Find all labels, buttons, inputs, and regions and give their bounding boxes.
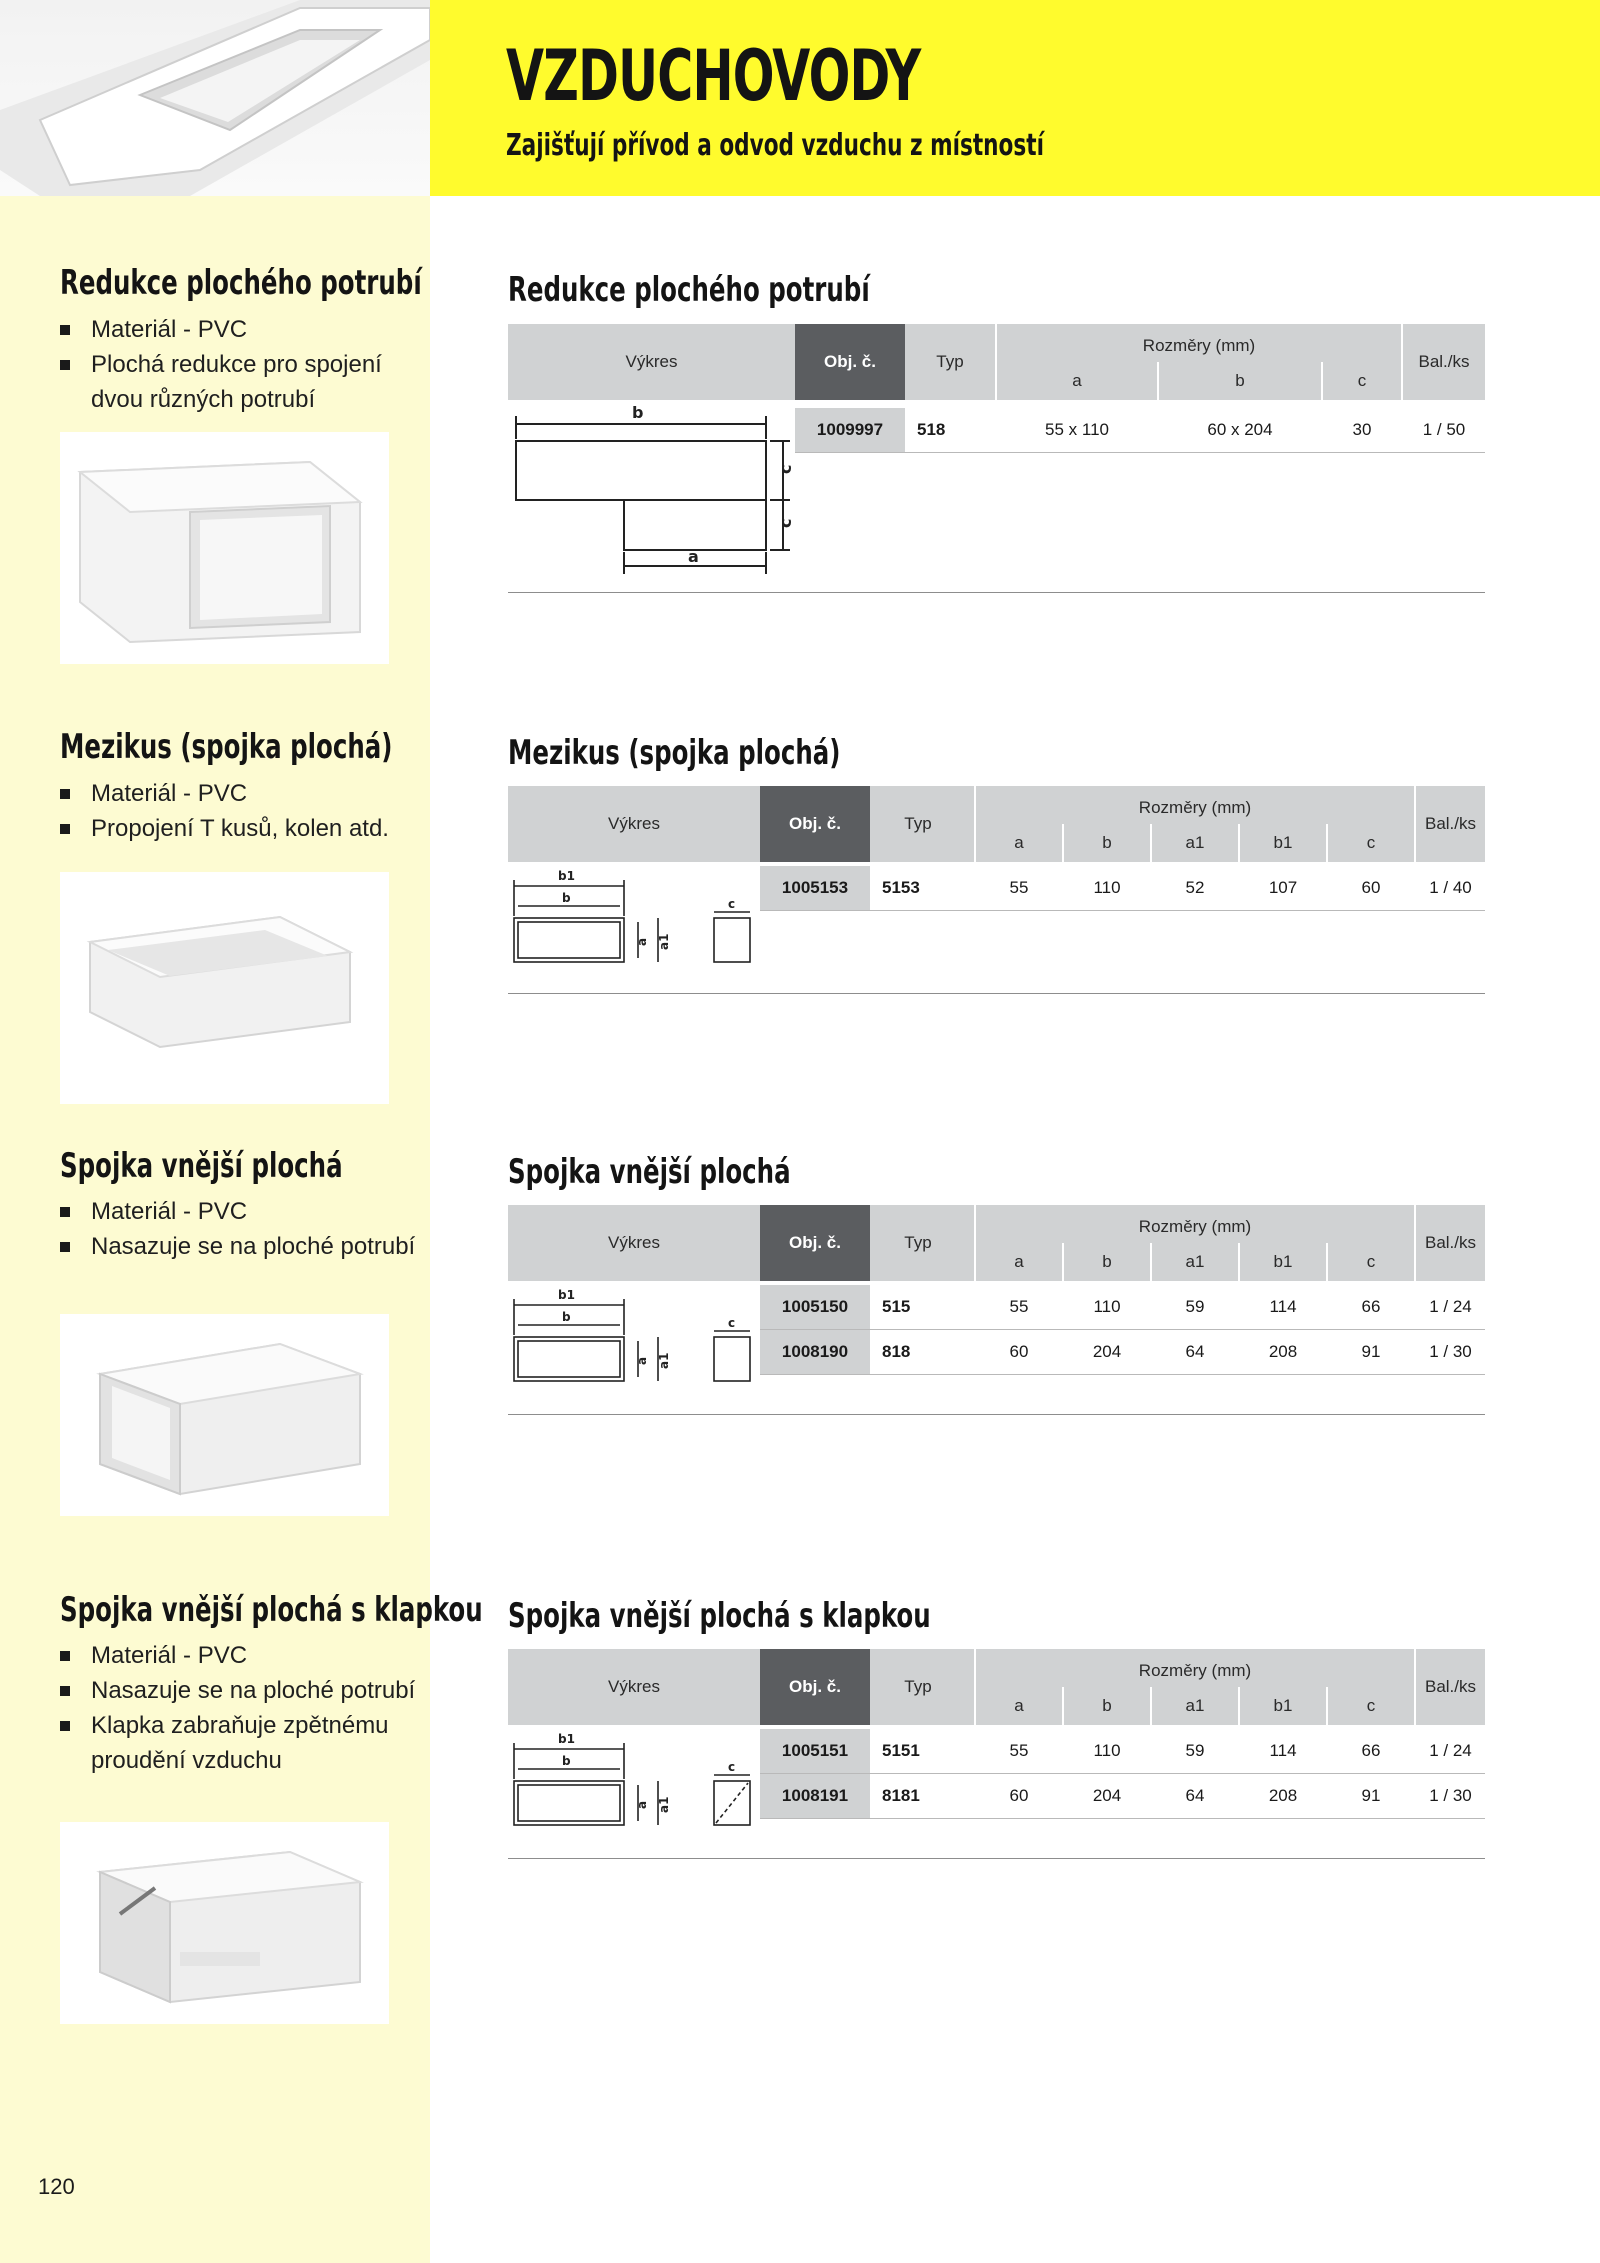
col-dim: c xyxy=(1366,833,1376,852)
table-header xyxy=(508,1205,1485,1281)
dim-label: c xyxy=(776,464,795,474)
col-dim: a xyxy=(1014,833,1024,852)
bullet-item: Klapka zabraňuje zpětnému proudění vzduchu xyxy=(60,1708,420,1778)
cell-dim: 208 xyxy=(1268,1342,1298,1361)
col-dim: a xyxy=(1014,1696,1024,1715)
col-dim: c xyxy=(1366,1252,1376,1271)
product-title-right: Redukce plochého potrubí xyxy=(508,270,870,310)
col-dimensions: Rozměry (mm) xyxy=(1138,798,1252,817)
cell-dim: 91 xyxy=(1361,1786,1381,1805)
technical-drawing xyxy=(508,1287,758,1387)
cell-obj: 1009997 xyxy=(795,408,905,452)
col-dimensions: Rozměry (mm) xyxy=(1138,1217,1252,1236)
cell-dim: 91 xyxy=(1361,1342,1381,1361)
cell-obj: 1008190 xyxy=(760,1330,870,1374)
header-duct-photo xyxy=(0,0,430,196)
col-dim: a1 xyxy=(1185,1696,1205,1715)
dim-label: a1 xyxy=(657,1352,671,1369)
col-dim: b xyxy=(1102,833,1112,852)
cell-type: 515 xyxy=(882,1297,911,1316)
cell-dim: 64 xyxy=(1185,1786,1205,1805)
col-dim: a xyxy=(1014,1252,1024,1271)
dim-label: b xyxy=(562,1754,571,1768)
cell-dim: 55 xyxy=(1009,1297,1029,1316)
cell-obj: 1008191 xyxy=(760,1774,870,1818)
product-photo-outer-coupling xyxy=(60,1314,389,1516)
col-pack: Bal./ks xyxy=(1424,1233,1477,1252)
col-dim: b xyxy=(1235,371,1245,390)
dim-label: a xyxy=(688,547,699,566)
cell-dim: 55 xyxy=(1009,878,1029,897)
dim-label: c xyxy=(728,897,736,911)
col-drawing: Výkres xyxy=(625,352,678,371)
bullet-item: Nasazuje se na ploché potrubí xyxy=(60,1229,420,1264)
product-title-left: Redukce plochého potrubí xyxy=(60,263,422,303)
cell-dim: 66 xyxy=(1361,1741,1381,1760)
product-bullets xyxy=(60,1194,420,1264)
col-type: Typ xyxy=(904,814,932,833)
product-title-left: Spojka vnější plochá xyxy=(60,1146,343,1186)
cell-dim: 114 xyxy=(1269,1297,1297,1316)
table-row xyxy=(760,1774,1485,1819)
cell-dim: 60 xyxy=(1361,878,1381,897)
dim-label: c xyxy=(728,1760,736,1774)
col-drawing: Výkres xyxy=(608,1233,660,1252)
table-row xyxy=(760,866,1485,911)
dim-label: a1 xyxy=(657,933,671,950)
cell-obj: 1005153 xyxy=(760,866,870,910)
dim-label: b xyxy=(632,403,644,422)
page-subtitle: Zajišťují přívod a odvod vzduchu z místností xyxy=(506,128,1044,163)
cell-dim: 114 xyxy=(1269,1741,1297,1760)
technical-drawing xyxy=(508,1731,758,1831)
cell-obj: 1005151 xyxy=(760,1729,870,1773)
col-dim: b xyxy=(1102,1696,1112,1715)
product-bullets xyxy=(60,312,420,417)
page-title: VZDUCHOVODY xyxy=(506,35,921,117)
dim-label: b1 xyxy=(558,1732,575,1746)
cell-type: 818 xyxy=(882,1342,911,1361)
bullet-item: Plochá redukce pro spojení dvou různých potrubí xyxy=(60,347,420,417)
cell-pack: 1 / 30 xyxy=(1429,1342,1472,1361)
dim-label: b1 xyxy=(558,1288,575,1302)
dim-label: b xyxy=(562,891,571,905)
cell-dim: 55 xyxy=(1009,1741,1029,1760)
col-dim: a1 xyxy=(1185,833,1205,852)
dim-label: a1 xyxy=(657,1796,671,1813)
col-dim: b1 xyxy=(1273,1252,1293,1271)
col-dim: c xyxy=(1357,371,1367,390)
product-photo-reduction xyxy=(60,432,389,664)
col-obj: Obj. č. xyxy=(760,1205,870,1281)
dim-label: b1 xyxy=(558,869,575,883)
col-obj: Obj. č. xyxy=(795,324,905,400)
col-obj: Obj. č. xyxy=(760,1649,870,1725)
table-header xyxy=(508,786,1485,862)
cell-dim: 110 xyxy=(1093,878,1121,897)
col-type: Typ xyxy=(904,1677,932,1696)
cell-pack: 1 / 24 xyxy=(1429,1297,1472,1316)
product-title-right: Mezikus (spojka plochá) xyxy=(508,733,841,773)
page-number: 120 xyxy=(38,2174,75,2199)
col-dim: b xyxy=(1102,1252,1112,1271)
table-row xyxy=(760,1285,1485,1330)
cell-type: 8181 xyxy=(882,1786,920,1805)
cell-dim: 52 xyxy=(1185,878,1205,897)
technical-drawing xyxy=(508,868,758,968)
col-drawing: Výkres xyxy=(608,814,660,833)
table-row xyxy=(795,408,1485,453)
cell-dim: 204 xyxy=(1092,1786,1122,1805)
cell-dim: 204 xyxy=(1092,1342,1122,1361)
cell-dim: 107 xyxy=(1268,878,1298,897)
product-title-left: Spojka vnější plochá s klapkou xyxy=(60,1590,483,1630)
col-dim: c xyxy=(1366,1696,1376,1715)
cell-obj: 1005150 xyxy=(760,1285,870,1329)
bullet-item: Materiál - PVC xyxy=(60,1194,420,1229)
cell-pack: 1 / 24 xyxy=(1429,1741,1472,1760)
bullet-item: Nasazuje se na ploché potrubí xyxy=(60,1673,420,1708)
dim-label: a xyxy=(635,1356,649,1365)
cell-type: 518 xyxy=(917,420,946,439)
cell-dim: 55 x 110 xyxy=(1045,420,1109,439)
cell-type: 5153 xyxy=(882,878,920,897)
cell-pack: 1 / 40 xyxy=(1429,878,1472,897)
cell-dim: 60 xyxy=(1009,1786,1029,1805)
bullet-item: Materiál - PVC xyxy=(60,312,420,347)
cell-dim: 110 xyxy=(1093,1297,1121,1316)
cell-pack: 1 / 50 xyxy=(1422,420,1466,439)
cell-dim: 30 xyxy=(1352,420,1372,439)
cell-dim: 66 xyxy=(1361,1297,1381,1316)
cell-dim: 59 xyxy=(1185,1741,1205,1760)
cell-dim: 110 xyxy=(1093,1741,1121,1760)
bullet-item: Propojení T kusů, kolen atd. xyxy=(60,811,420,846)
cell-dim: 60 xyxy=(1009,1342,1029,1361)
col-dim: a1 xyxy=(1185,1252,1205,1271)
dim-label: c xyxy=(776,518,795,528)
col-dimensions: Rozměry (mm) xyxy=(1142,336,1256,355)
dim-label: a xyxy=(635,937,649,946)
dim-label: a xyxy=(635,1800,649,1809)
col-drawing: Výkres xyxy=(608,1677,660,1696)
cell-dim: 208 xyxy=(1268,1786,1298,1805)
col-dim: b1 xyxy=(1273,1696,1293,1715)
product-title-left: Mezikus (spojka plochá) xyxy=(60,727,393,767)
product-bullets xyxy=(60,776,420,846)
cell-type: 5151 xyxy=(882,1741,920,1760)
product-title-right: Spojka vnější plochá s klapkou xyxy=(508,1596,931,1636)
col-dim: a xyxy=(1072,371,1082,390)
col-pack: Bal./ks xyxy=(1424,814,1477,833)
bullet-item: Materiál - PVC xyxy=(60,776,420,811)
bullet-item: Materiál - PVC xyxy=(60,1638,420,1673)
cell-dim: 60 x 204 xyxy=(1207,420,1273,439)
cell-pack: 1 / 30 xyxy=(1429,1786,1472,1805)
table-row xyxy=(760,1330,1485,1375)
col-dimensions: Rozměry (mm) xyxy=(1138,1661,1252,1680)
technical-drawing xyxy=(508,402,798,582)
product-photo-coupling-with-flap xyxy=(60,1822,389,2024)
col-pack: Bal./ks xyxy=(1418,352,1470,371)
product-title-right: Spojka vnější plochá xyxy=(508,1152,791,1192)
dim-label: c xyxy=(728,1316,736,1330)
table-row xyxy=(760,1729,1485,1774)
cell-dim: 64 xyxy=(1185,1342,1205,1361)
col-dim: b1 xyxy=(1273,833,1293,852)
dim-label: b xyxy=(562,1310,571,1324)
cell-dim: 59 xyxy=(1185,1297,1205,1316)
product-bullets xyxy=(60,1638,420,1778)
table-header xyxy=(508,1649,1485,1725)
product-photo-connector xyxy=(60,872,389,1104)
col-pack: Bal./ks xyxy=(1424,1677,1477,1696)
table-header xyxy=(508,324,1485,400)
col-obj: Obj. č. xyxy=(760,786,870,862)
col-type: Typ xyxy=(904,1233,932,1252)
col-type: Typ xyxy=(936,352,964,371)
